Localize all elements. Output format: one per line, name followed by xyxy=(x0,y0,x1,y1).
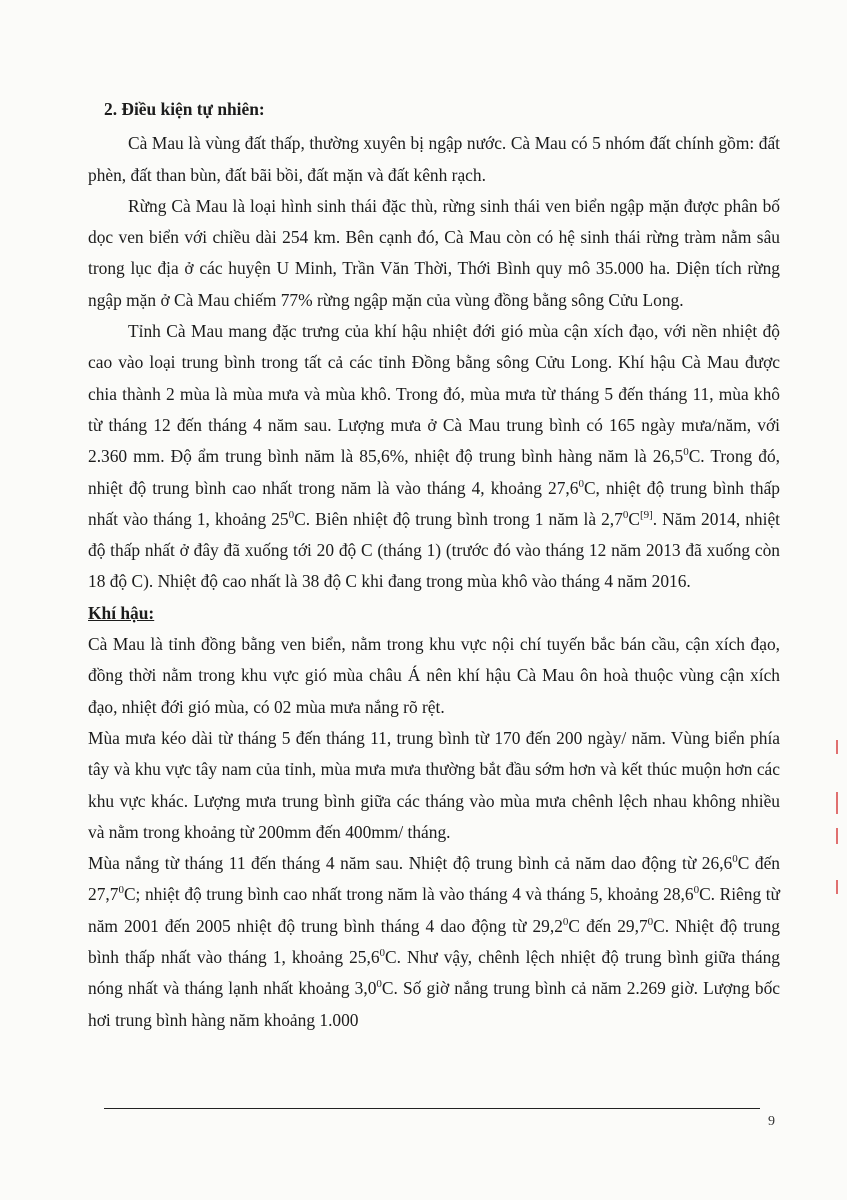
degree-superscript: 0 xyxy=(562,915,569,928)
section-heading: 2. Điều kiện tự nhiên: xyxy=(104,99,265,119)
margin-stamp-mark xyxy=(836,740,838,754)
paragraph-dry-season: Mùa nắng từ tháng 11 đến tháng 4 năm sau. Nhiệt độ trung bình cả năm dao động từ 26,6$^0$C đến 27,7$^0$C; nhiệt độ trung bình cao nhất trong năm là vào tháng 4 và tháng 5, khoảng 28,6$^0$C. Riêng từ năm 2001 đến 2005 nhiệt độ trung bình tháng 4 dao động từ 29,2$^0$C đến 29,7$^0$C. Nhiệt độ trung bình thấp nhất vào tháng 1, khoảng 25,6$^0$C. Như vậy, chênh lệch nhiệt độ trung bình giữa tháng nóng nhất và tháng lạnh nhất khoảng $3,0^0C$. Số giờ nắng trung bình cả năm 2.269 giờ. Lượng bốc hơi trung bình hàng năm khoảng 1.000 xyxy=(88,853,781,1030)
degree-superscript: 0 xyxy=(732,853,738,866)
footer-rule xyxy=(104,1108,760,1109)
citation-reference: [9] xyxy=(639,509,653,522)
paragraph-weather: Tỉnh Cà Mau mang đặc trưng của khí hậu nhiệt đới gió mùa cận xích đạo, với nền nhiệt độ cao vào loại trung bình trong tất cả các tỉnh Đồng bằng sông Cửu Long. Khí hậu Cà Mau được chia thành 2 mùa là mùa mưa và mùa khô. Trong đó, mùa mưa từ tháng 5 đến tháng 11, mùa khô từ tháng 12 đến tháng 4 năm sau. Lượng mưa ở Cà Mau trung bình có 165 ngày mưa/năm, với 2.360 mm. Độ ẩm trung bình năm là 85,6%, nhiệt độ trung bình hàng năm là 26,5$^0$C. Trong đó, nhiệt độ trung bình cao nhất trong năm là vào tháng 4, khoảng 27,6$^0$C, nhiệt độ trung bình thấp nhất vào tháng 1, khoảng $25^0C$. Biên nhiệt độ trung bình trong 1 năm là $2,7^0C[9]$. Năm 2014, nhiệt độ thấp nhất ở đây đã xuống tới 20 độ C (tháng 1) (trước đó vào tháng 12 năm 2013 đã xuống còn 18 độ C). Nhiệt độ cao nhất là 38 độ C khi đang trong mùa khô vào tháng 4 năm 2016. xyxy=(88,321,780,592)
degree-superscript: 0 xyxy=(118,884,124,897)
degree-superscript: 0 xyxy=(578,477,584,490)
degree-superscript: 0 xyxy=(288,509,295,522)
margin-stamp-mark xyxy=(836,880,838,894)
degree-superscript: 0 xyxy=(376,978,382,991)
degree-superscript: 0 xyxy=(622,509,629,522)
paragraph-soil: Cà Mau là vùng đất thấp, thường xuyên bị ngập nước. Cà Mau có 5 nhóm đất chính gồm: đất phèn, đất than bùn, đất bãi bồi, đất mặn và đất kênh rạch. xyxy=(88,133,780,185)
climate-heading: Khí hậu: xyxy=(88,602,155,623)
paragraph-rainy-season: Mùa mưa kéo dài từ tháng 5 đến tháng 11, trung bình từ 170 đến 200 ngày/ năm. Vùng biển phía tây và khu vực tây nam của tỉnh, mùa mưa mưa thường bắt đầu sớm hơn và kết thúc muộn hơn các khu vực khác. Lượng mưa trung bình giữa các tháng vào mùa mưa chênh lệch nhau không nhiều và nằm trong khoảng từ 200mm đến 400mm/ tháng. xyxy=(88,727,780,842)
margin-stamp-mark xyxy=(836,828,838,844)
degree-superscript: 0 xyxy=(683,446,689,459)
page-body xyxy=(88,94,780,1036)
paragraph-forest: Rừng Cà Mau là loại hình sinh thái đặc thù, rừng sinh thái ven biển ngập mặn được phân bố dọc ven biển với chiều dài 254 km. Bên cạnh đó, Cà Mau còn có hệ sinh thái rừng tràm nằm sâu trong lục địa ở các huyện U Minh, Trần Văn Thời, Thới Bình quy mô 35.000 ha. Diện tích rừng ngập mặn ở Cà Mau chiếm 77% rừng ngập mặn của vùng đồng bằng sông Cửu Long. xyxy=(88,195,780,310)
degree-superscript: 0 xyxy=(647,915,654,928)
page-number: 9 xyxy=(768,1114,775,1129)
degree-superscript: 0 xyxy=(693,884,700,897)
margin-stamp-mark xyxy=(836,792,838,814)
paragraph-climate-overview: Cà Mau là tỉnh đồng bằng ven biển, nằm trong khu vực nội chí tuyến bắc bán cầu, cận xích đạo, đồng thời nằm trong khu vực gió mùa châu Á nên khí hậu Cà Mau ôn hoà thuộc vùng cận xích đạo, nhiệt đới gió mùa, có 02 mùa mưa nắng rõ rệt. xyxy=(88,634,780,717)
degree-superscript: 0 xyxy=(379,947,386,960)
